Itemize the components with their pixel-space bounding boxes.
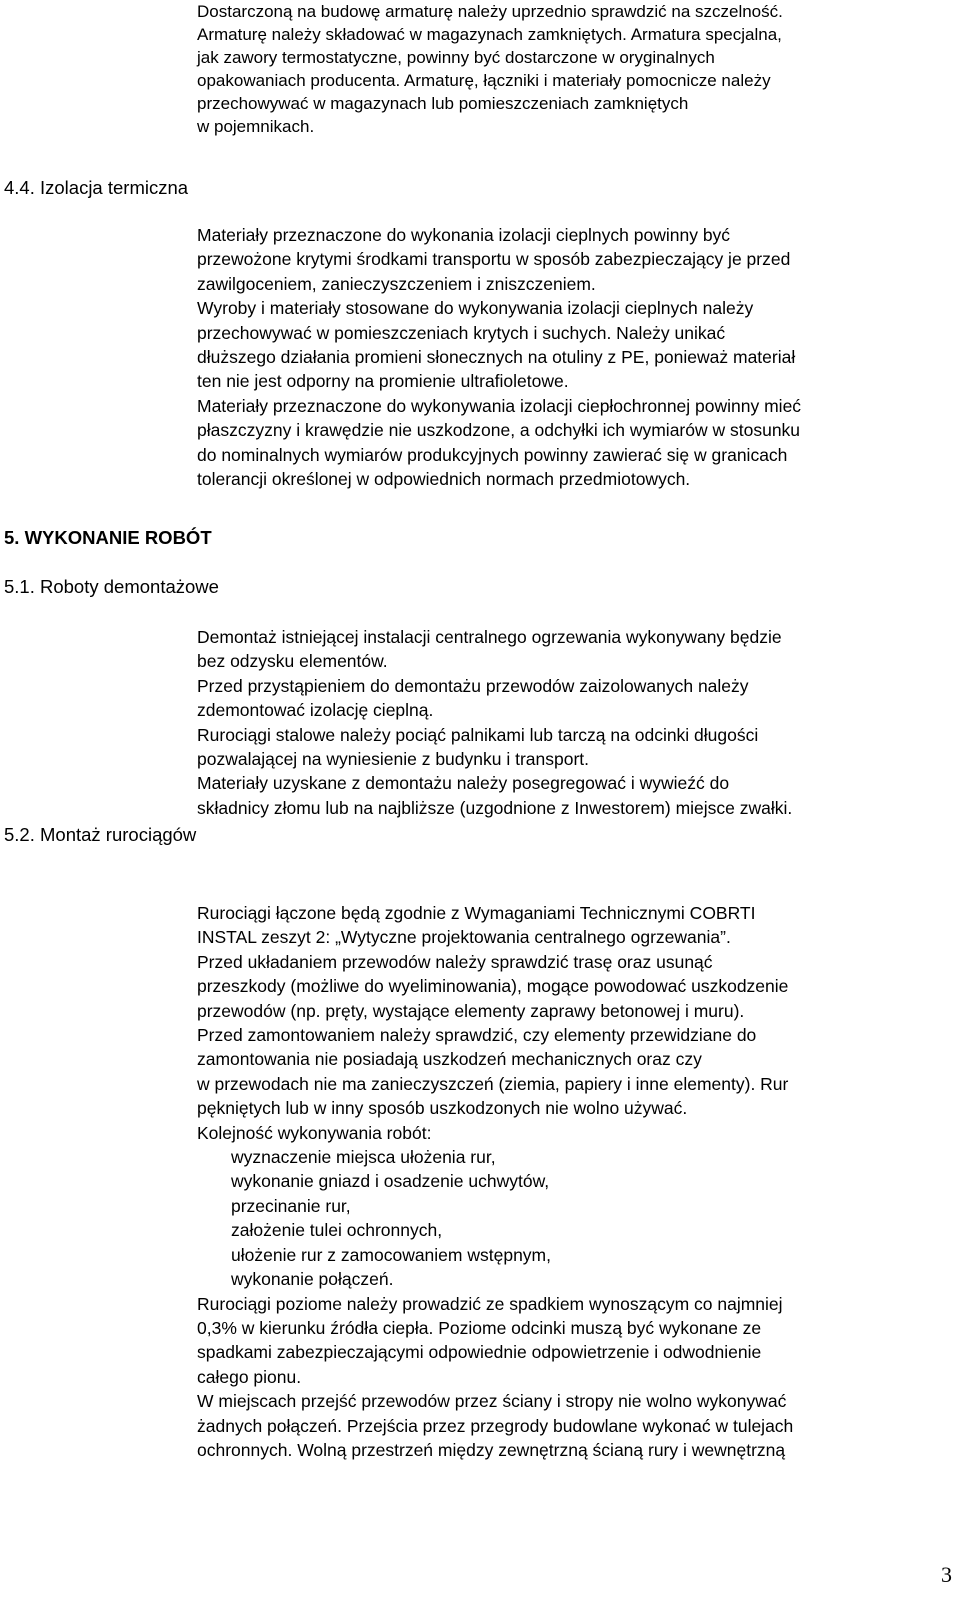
text-line: w przewodach nie ma zanieczyszczeń (ziemia, papiery i inne elementy). Rur [197,1073,789,1094]
text-line: Demontaż istniejącej instalacji centralnego ogrzewania wykonywany będzie [197,627,782,647]
text-line: Kolejność wykonywania robót: [197,1122,432,1143]
text-line: Przed zamontowaniem należy sprawdzić, czy elementy przewidziane do [197,1025,757,1046]
text-line: Rurociągi poziome należy prowadzić ze spadkiem wynoszącym co najmniej [197,1293,783,1314]
section-heading-5-2: 5.2. Montaż rurociągów [4,824,197,845]
text-line: Wyroby i materiały stosowane do wykonywania izolacji cieplnych należy [197,298,754,319]
text-line: 0,3% w kierunku źródła ciepła. Poziome odcinki muszą być wykonane ze [197,1317,762,1338]
text-line: przewodów (np. pręty, wystające elementy zaprawy betonowej i muru). [197,1000,745,1021]
work-step-item: wyznaczenie miejsca ułożenia rur, [231,1147,496,1168]
text-line: tolerancji określonej w odpowiednich normach przedmiotowych. [197,469,691,490]
montaz-paragraph [197,901,957,1462]
text-line: bez odzysku elementów. [197,651,388,672]
text-line: przechowywać w magazynach lub pomieszczeniach zamkniętych [197,94,689,113]
text-line: W miejscach przejść przewodów przez ściany i stropy nie wolno wykonywać [197,1391,787,1412]
work-step-item: wykonanie gniazd i osadzenie uchwytów, [231,1171,550,1192]
text-line: przechowywać w pomieszczeniach krytych i suchych. Należy unikać [197,322,726,343]
text-line: zdemontować izolację cieplną. [197,700,434,721]
text-line: do nominalnych wymiarów produkcyjnych powinny zawierać się w granicach [197,444,788,465]
text-line: pękniętych lub w inny sposób uszkodzonych nie wolno używać. [197,1098,688,1119]
text-line: zawilgoceniem, zanieczyszczeniem i zniszczeniem. [197,273,596,294]
text-line: Materiały uzyskane z demontażu należy posegregować i wywieźć do [197,773,730,794]
text-line: całego pionu. [197,1366,302,1387]
text-line: ochronnych. Wolną przestrzeń między zewnętrzną ścianą rury i wewnętrzną [197,1439,786,1460]
text-line: przeszkody (możliwe do wyeliminowania), mogące powodować uszkodzenie [197,976,789,997]
text-line: płaszczyzny i krawędzie nie uszkodzone, a odchyłki ich wymiarów w stosunku [197,420,801,441]
text-line: Rurociągi łączone będą zgodnie z Wymaganiami Technicznymi COBRTI [197,903,756,923]
text-line: Rurociągi stalowe należy pociąć palnikami lub tarczą na odcinki długości [197,724,759,745]
text-line: żadnych połączeń. Przejścia przez przegrody budowlane wykonać w tulejach [197,1415,794,1436]
text-line: Dostarczoną na budowę armaturę należy uprzednio sprawdzić na szczelność. [197,2,783,21]
text-line: zamontowania nie posiadają uszkodzeń mechanicznych oraz czy [197,1049,702,1070]
text-line: przewożone krytymi środkami transportu w sposób zabezpieczający je przed [197,249,791,270]
text-line: Materiały przeznaczone do wykonywania izolacji ciepłochronnej powinny mieć [197,395,802,416]
text-line: ten nie jest odporny na promienie ultrafioletowe. [197,371,569,392]
text-line: dłuższego działania promieni słonecznych na otuliny z PE, ponieważ materiał [197,347,796,368]
page-number: 3 [941,1562,952,1587]
text-line: składnicy złomu lub na najbliższe (uzgodnione z Inwestorem) miejsce zwałki. [197,797,793,818]
izolacja-paragraph [197,223,957,491]
text-line: opakowaniach producenta. Armaturę, łączniki i materiały pomocnicze należy [197,71,771,90]
text-line: spadkami zabezpieczającymi odpowiednie odpowietrzenie i odwodnienie [197,1342,762,1363]
demontaz-paragraph [197,625,957,820]
text-line: Przed układaniem przewodów należy sprawdzić trasę oraz usunąć [197,951,713,972]
section-heading-4-4: 4.4. Izolacja termiczna [4,177,189,198]
work-step-item: ułożenie rur z zamocowaniem wstępnym, [231,1244,551,1265]
text-line: jak zawory termostatyczne, powinny być dostarczone w oryginalnych [197,48,715,67]
armatura-paragraph [197,0,957,138]
text-line: pozwalającej na wyniesienie z budynku i transport. [197,749,590,770]
text-line: w pojemnikach. [197,117,315,136]
section-heading-5: 5. WYKONANIE ROBÓT [4,527,212,548]
text-line: Materiały przeznaczone do wykonania izolacji cieplnych powinny być [197,225,731,245]
section-heading-5-1: 5.1. Roboty demontażowe [4,576,219,597]
work-step-item: założenie tulei ochronnych, [231,1220,443,1241]
text-line: INSTAL zeszyt 2: „Wytyczne projektowania centralnego ogrzewania”. [197,927,731,948]
work-step-item: wykonanie połączeń. [231,1269,394,1290]
text-line: Przed przystąpieniem do demontażu przewodów zaizolowanych należy [197,675,749,696]
text-line: Armaturę należy składować w magazynach zamkniętych. Armatura specjalna, [197,25,782,44]
work-step-item: przecinanie rur, [231,1195,351,1216]
